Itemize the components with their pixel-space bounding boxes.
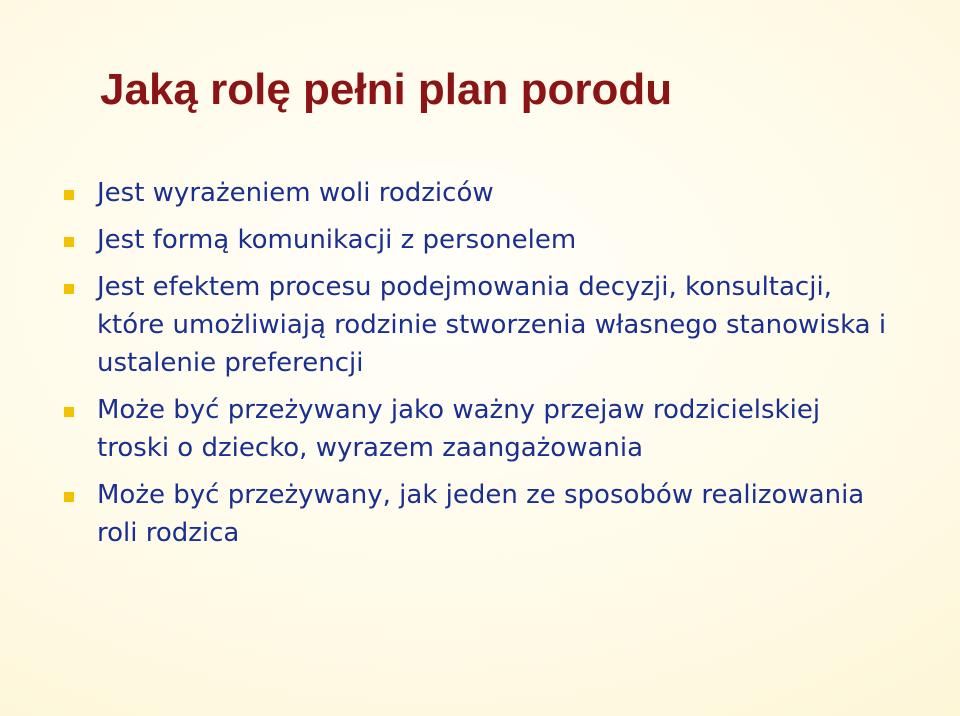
square-bullet-icon	[64, 284, 74, 294]
bullet-text: Jest formą komunikacji z personelem	[97, 225, 577, 255]
square-bullet-icon	[64, 407, 74, 417]
bullet-text: Jest wyrażeniem woli rodziców	[97, 178, 494, 208]
bullet-text: Jest efektem procesu podejmowania decyzji, konsultacji, które umożliwiają rodzinie stworzenia własnego stanowiska i ustalenie preferencji	[97, 272, 887, 378]
slide-title: Jaką rolę pełni plan porodu	[100, 65, 673, 114]
bullet-item	[0, 391, 960, 467]
bullet-item	[0, 221, 960, 259]
square-bullet-icon	[64, 492, 74, 502]
square-bullet-icon	[64, 190, 74, 200]
bullet-list	[0, 174, 960, 561]
bullet-item	[0, 268, 960, 382]
bullet-text: Może być przeżywany jako ważny przejaw rodzicielskiej troski o dziecko, wyrazem zaangażowania	[97, 395, 821, 463]
bullet-item	[0, 174, 960, 212]
bullet-text: Może być przeżywany, jak jeden ze sposobów realizowania roli rodzica	[97, 480, 865, 548]
bullet-item	[0, 476, 960, 552]
square-bullet-icon	[64, 237, 74, 247]
